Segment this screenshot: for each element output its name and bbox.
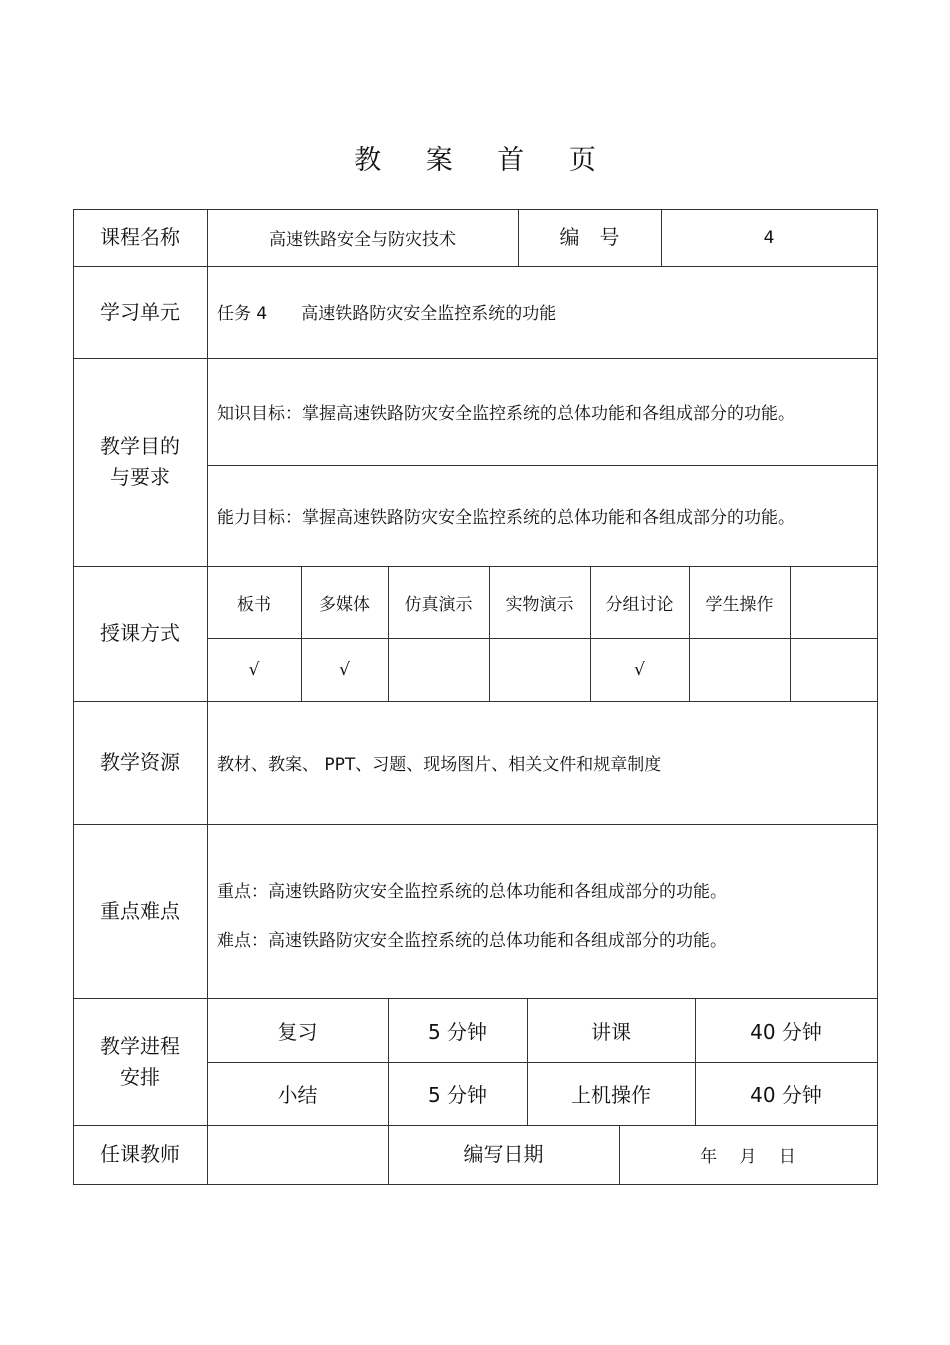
resources-label: 教学资源 (100, 750, 180, 774)
method-mark (790, 638, 877, 701)
method-mark (388, 638, 489, 701)
method-mark: √ (634, 659, 645, 680)
key-points-label: 重点难点 (100, 898, 180, 923)
course-name-label: 课程名称 (100, 225, 180, 249)
schedule-cell: 5 分钟 (427, 1019, 488, 1044)
unit-label: 学习单元 (100, 299, 180, 324)
course-number-value: 4 (763, 227, 775, 248)
page-title: 教 案 首 页 (354, 145, 614, 176)
difficult-point: 难点：高速铁路防灾安全监控系统的总体功能和各组成部分的功能。 (217, 930, 727, 951)
method-header: 仿真演示 (404, 594, 473, 615)
teacher-value (207, 1125, 388, 1184)
method-header: 学生操作 (705, 594, 774, 615)
method-header: 分组讨论 (605, 594, 674, 615)
method-mark: √ (248, 659, 260, 680)
methods-label: 授课方式 (100, 621, 180, 645)
method-header: 板书 (237, 594, 271, 615)
course-number-label: 编 号 (559, 225, 620, 249)
method-mark (689, 638, 790, 701)
schedule-cell: 复习 (277, 1019, 318, 1044)
schedule-cell: 小结 (277, 1083, 318, 1107)
course-name-value: 高速铁路安全与防灾技术 (269, 230, 456, 250)
method-mark (489, 638, 590, 701)
schedule-cell: 40 分钟 (750, 1083, 822, 1107)
date-value: 年 月 日 (700, 1147, 796, 1167)
unit-value: 任务 4 高速铁路防灾安全监控系统的功能 (217, 303, 557, 324)
objectives-label-text: 教学目的与要求 (100, 434, 180, 489)
schedule-cell: 40 分钟 (750, 1019, 822, 1044)
ability-objective: 能力目标：掌握高速铁路防灾安全监控系统的总体功能和各组成部分的功能。 (217, 508, 795, 528)
schedule-label (73, 998, 207, 1125)
method-header: 多媒体 (319, 594, 370, 615)
method-mark: √ (339, 659, 350, 680)
key-point: 重点：高速铁路防灾安全监控系统的总体功能和各组成部分的功能。 (217, 881, 727, 902)
schedule-cell: 5 分钟 (427, 1083, 488, 1107)
knowledge-objective: 知识目标：掌握高速铁路防灾安全监控系统的总体功能和各组成部分的功能。 (217, 404, 795, 424)
date-label: 编写日期 (463, 1142, 544, 1166)
method-header: 实物演示 (505, 594, 574, 615)
schedule-cell: 上机操作 (571, 1083, 651, 1107)
resources-value: 教材、教案、 PPT、习题、现场图片、相关文件和规章制度 (217, 755, 662, 775)
teacher-label: 任课教师 (100, 1142, 180, 1166)
objectives-label (73, 358, 207, 566)
schedule-label-text: 教学进程安排 (100, 1033, 180, 1089)
method-header (790, 566, 877, 638)
schedule-cell: 讲课 (591, 1019, 631, 1044)
